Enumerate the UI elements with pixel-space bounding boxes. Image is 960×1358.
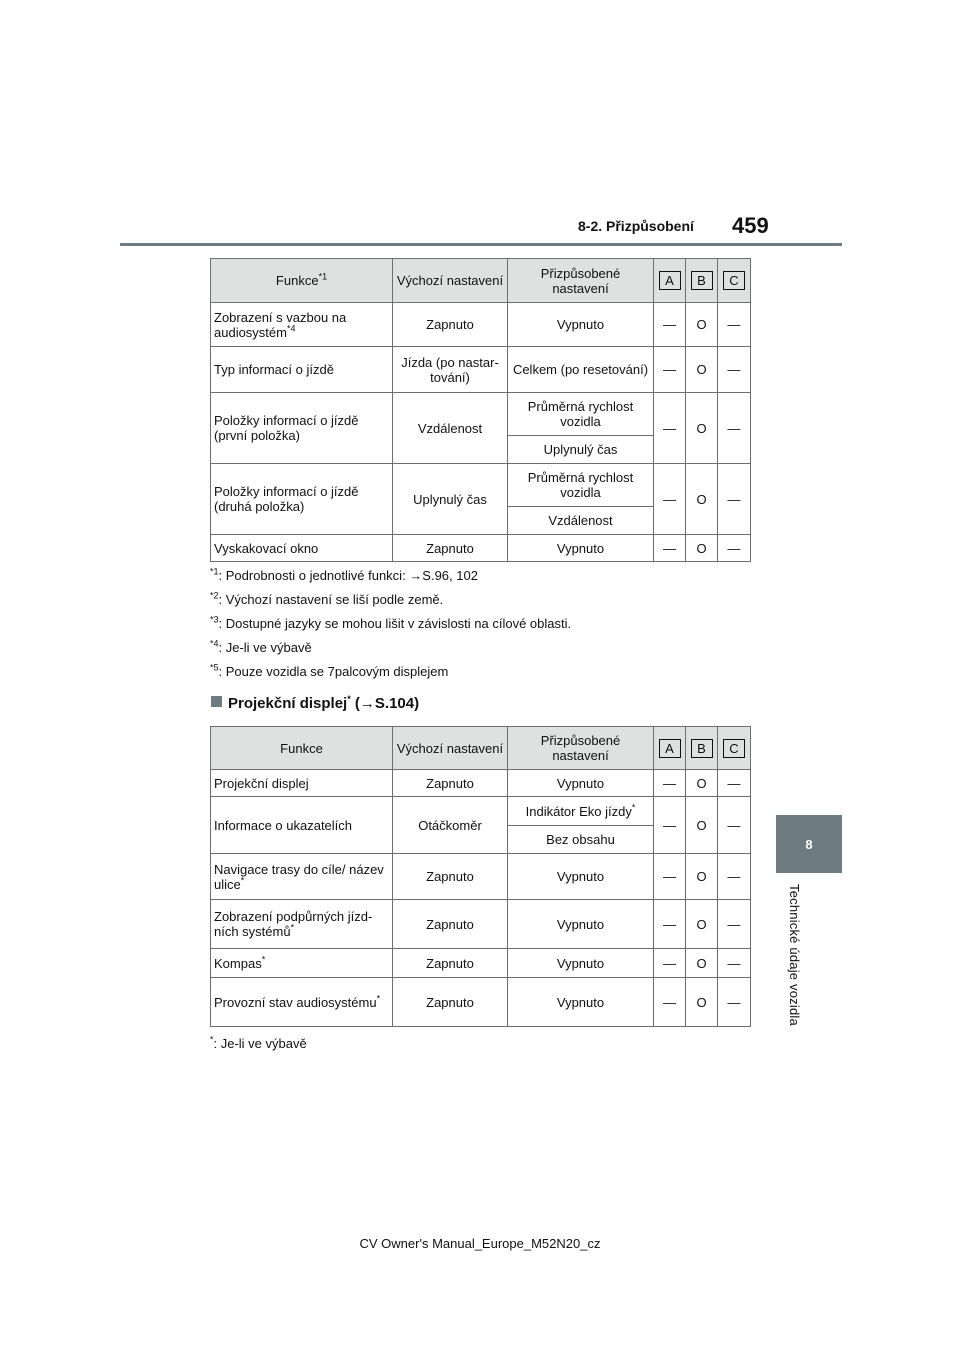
header-divider [120, 243, 842, 246]
footnote: $^{*5}$: Pouze vozidla se 7palcovým displejem [210, 662, 449, 679]
footnote: $^{*1}$: Podrobnosti o jednotlivé funkci: →S.96, 102 [210, 566, 478, 583]
custom-cell: Vypnuto [508, 854, 654, 900]
b-cell: O [686, 949, 718, 978]
col-default: Výchozí nastavení [393, 727, 508, 770]
function-cell: Provozní stav audiosystému* [211, 978, 393, 1027]
a-cell: — [654, 797, 686, 854]
a-cell: — [654, 347, 686, 393]
default-cell: Vzdálenost [393, 393, 508, 464]
a-cell: — [654, 464, 686, 535]
a-cell: — [654, 949, 686, 978]
function-cell: Položky informací o jízdě (druhá položka) [211, 464, 393, 535]
settings-table-1 [210, 258, 751, 562]
b-cell: O [686, 797, 718, 854]
b-cell: O [686, 535, 718, 562]
a-cell: — [654, 393, 686, 464]
default-cell: Zapnuto [393, 303, 508, 347]
b-cell: O [686, 978, 718, 1027]
table-row [211, 949, 751, 978]
col-function: Funkce$^{*1}$ [211, 259, 393, 303]
a-cell: — [654, 303, 686, 347]
table-row [211, 464, 751, 507]
col-function: Funkce [211, 727, 393, 770]
custom-cell: Indikátor Eko jízdy* [508, 797, 654, 826]
chapter-label: Technické údaje vozidla [787, 884, 802, 1026]
b-cell: O [686, 770, 718, 797]
col-a: A [654, 727, 686, 770]
b-cell: O [686, 854, 718, 900]
a-cell: — [654, 854, 686, 900]
function-cell: Navigace trasy do cíle/ název ulice* [211, 854, 393, 900]
a-cell: — [654, 978, 686, 1027]
default-cell: Uplynulý čas [393, 464, 508, 535]
custom-cell: Vypnuto [508, 770, 654, 797]
table-header-row [211, 727, 751, 770]
custom-cell: Uplynulý čas [508, 436, 654, 464]
custom-cell: Vypnuto [508, 900, 654, 949]
custom-cell: Celkem (po resetování) [508, 347, 654, 393]
custom-cell: Bez obsahu [508, 826, 654, 854]
c-cell: — [718, 900, 751, 949]
b-cell: O [686, 303, 718, 347]
custom-cell: Vzdálenost [508, 507, 654, 535]
custom-cell: Vypnuto [508, 949, 654, 978]
col-a: A [654, 259, 686, 303]
table-row [211, 303, 751, 347]
col-custom: Přizpůsobené nastavení [508, 259, 654, 303]
custom-cell: Průměrná rychlost vozidla [508, 464, 654, 507]
default-cell: Zapnuto [393, 770, 508, 797]
b-cell: O [686, 393, 718, 464]
footnote: $^{*4}$: Je-li ve výbavě [210, 638, 312, 655]
b-cell: O [686, 347, 718, 393]
default-cell: Zapnuto [393, 900, 508, 949]
default-cell: Zapnuto [393, 949, 508, 978]
table-row [211, 978, 751, 1027]
col-c: C [718, 727, 751, 770]
table-row [211, 900, 751, 949]
c-cell: — [718, 949, 751, 978]
col-custom: Přizpůsobené nastavení [508, 727, 654, 770]
custom-cell: Průměrná rychlost vozidla [508, 393, 654, 436]
custom-cell: Vypnuto [508, 303, 654, 347]
default-cell: Zapnuto [393, 535, 508, 562]
function-cell: Zobrazení s vazbou na audiosystém$^{*4}$ [211, 303, 393, 347]
chapter-tab [776, 815, 842, 873]
function-cell: Položky informací o jízdě (první položka) [211, 393, 393, 464]
section-header: 8-2. Přizpůsobení [578, 218, 694, 234]
a-cell: — [654, 770, 686, 797]
table-header-row [211, 259, 751, 303]
a-cell: — [654, 535, 686, 562]
table-row [211, 854, 751, 900]
c-cell: — [718, 797, 751, 854]
function-cell: Projekční displej [211, 770, 393, 797]
a-cell: — [654, 900, 686, 949]
default-cell: Zapnuto [393, 854, 508, 900]
b-cell: O [686, 464, 718, 535]
footnote: $^{*2}$: Výchozí nastavení se liší podle země. [210, 590, 444, 607]
default-cell: Jízda (po nastartování) [393, 347, 508, 393]
footnote: $^{*3}$: Dostupné jazyky se mohou lišit v závislosti na cílové oblasti. [210, 614, 572, 631]
function-cell: Informace o ukazatelích [211, 797, 393, 854]
col-c: C [718, 259, 751, 303]
section-heading: Projekční displej* (→S.104) [211, 695, 419, 712]
b-cell: O [686, 900, 718, 949]
c-cell: — [718, 464, 751, 535]
footer-text: CV Owner's Manual_Europe_M52N20_cz [359, 1236, 601, 1251]
square-bullet-icon [211, 696, 222, 707]
default-cell: Otáčkoměr [393, 797, 508, 854]
c-cell: — [718, 535, 751, 562]
function-cell: Typ informací o jízdě [211, 347, 393, 393]
c-cell: — [718, 393, 751, 464]
col-b: B [686, 727, 718, 770]
chapter-number: 8 [805, 836, 813, 852]
table-row [211, 347, 751, 393]
col-b: B [686, 259, 718, 303]
c-cell: — [718, 770, 751, 797]
function-cell: Vyskakovací okno [211, 535, 393, 562]
footnote: *: Je-li ve výbavě [210, 1034, 307, 1051]
custom-cell: Vypnuto [508, 978, 654, 1027]
table-row [211, 797, 751, 826]
c-cell: — [718, 978, 751, 1027]
c-cell: — [718, 854, 751, 900]
col-default: Výchozí nastavení [393, 259, 508, 303]
table-row [211, 393, 751, 436]
custom-cell: Vypnuto [508, 535, 654, 562]
c-cell: — [718, 347, 751, 393]
settings-table-2 [210, 726, 751, 1027]
table-row [211, 770, 751, 797]
function-cell: Kompas* [211, 949, 393, 978]
table-row [211, 535, 751, 562]
page-number: 459 [732, 213, 769, 238]
c-cell: — [718, 303, 751, 347]
function-cell: Zobrazení podpůrných jízdních systémů* [211, 900, 393, 949]
default-cell: Zapnuto [393, 978, 508, 1027]
